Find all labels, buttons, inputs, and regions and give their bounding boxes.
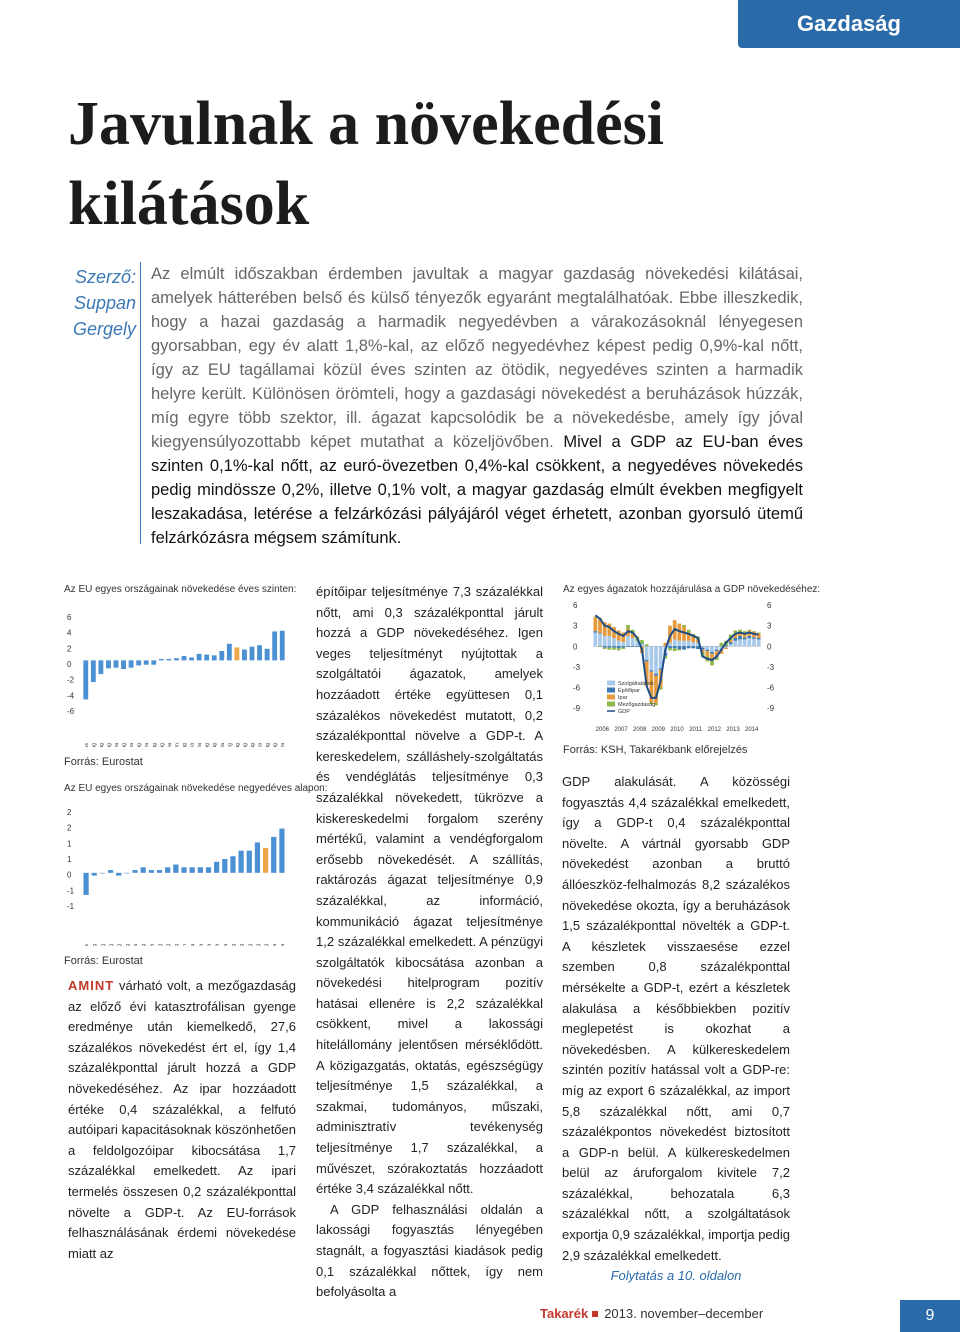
author-first: Suppan xyxy=(73,293,136,313)
stacked-bar-segment xyxy=(603,646,607,647)
stacked-bar-segment xyxy=(649,670,653,671)
stacked-bar-segment xyxy=(747,638,751,646)
stacked-bar-segment xyxy=(598,633,602,634)
bar xyxy=(100,873,105,874)
x-tick-label xyxy=(117,944,123,946)
x-tick-label xyxy=(166,944,172,946)
stacked-bar-segment xyxy=(621,646,625,647)
x-tick-label xyxy=(220,743,226,747)
bar xyxy=(272,631,277,660)
y-tick-label: -1 xyxy=(67,886,75,896)
stacked-bar-segment xyxy=(673,646,677,648)
bar xyxy=(98,660,103,674)
stacked-bar-segment xyxy=(645,644,649,646)
bar xyxy=(234,647,239,660)
x-tick-label xyxy=(174,743,180,747)
x-tick-label xyxy=(149,944,155,946)
stacked-bar-segment xyxy=(710,652,714,654)
stacked-bar-segment xyxy=(682,641,686,647)
footer xyxy=(540,1306,763,1321)
stacked-bar-segment xyxy=(673,639,677,646)
stacked-bar-segment xyxy=(603,636,607,646)
stacked-bar-segment xyxy=(631,646,635,647)
stacked-bar-segment xyxy=(705,650,709,651)
x-tick-label xyxy=(99,743,105,747)
y-tick-label: 0 xyxy=(67,870,72,880)
y-tick-label-right: -3 xyxy=(767,662,775,672)
stacked-bar-segment xyxy=(677,641,681,647)
stacked-bar-segment xyxy=(733,641,737,647)
bar xyxy=(116,873,121,876)
stacked-bar-segment xyxy=(705,651,709,657)
bar xyxy=(242,650,247,661)
stacked-bar-segment xyxy=(752,639,756,647)
x-tick-label xyxy=(250,743,256,747)
stacked-bar-segment xyxy=(640,640,644,643)
stacked-bar-segment xyxy=(729,644,733,646)
stacked-bar-segment xyxy=(645,646,649,660)
drop-word: AMINT xyxy=(68,978,115,993)
bar xyxy=(157,870,162,873)
column-3 xyxy=(562,772,790,1287)
stacked-bar-segment xyxy=(715,646,719,649)
chart-source: Forrás: KSH, Takarékbank előrejelzés xyxy=(563,744,748,756)
x-tick-label: 2007 xyxy=(614,727,628,733)
stacked-bar-segment xyxy=(677,649,681,650)
x-tick-label xyxy=(122,743,128,747)
stacked-bar-segment xyxy=(612,646,616,647)
x-tick-label xyxy=(198,944,204,946)
y-tick-label: 1 xyxy=(67,855,72,864)
x-tick-label xyxy=(264,743,271,747)
bar xyxy=(206,867,211,873)
stacked-bar-segment xyxy=(649,646,653,670)
author-label: Szerző: xyxy=(74,267,136,287)
stacked-bar-segment xyxy=(668,648,672,650)
bar xyxy=(83,660,88,699)
y-tick-label-left: 0 xyxy=(573,642,578,652)
legend-label: Építőipar xyxy=(618,688,641,694)
stacked-bar-segment xyxy=(598,646,602,647)
stacked-bar-segment xyxy=(607,646,611,647)
x-tick-label xyxy=(212,743,218,747)
stacked-bar-segment xyxy=(603,648,607,649)
x-tick-label xyxy=(215,944,221,946)
x-tick-label xyxy=(133,944,139,946)
lead-part-2: Különösen örömteli, hogy a gazdasági növekedést a beruházások húzzák, míg egyre több szektor, ill. ágazat kapcsolódik be a növekedésbe, amely így jóval kiegyensúlyozottabb képet mutathat a közeljövőben. xyxy=(151,385,803,451)
bar xyxy=(263,848,268,873)
chart-title: Az EU egyes országainak növekedése éves szinten: xyxy=(64,584,297,595)
y-tick-label-right: -6 xyxy=(767,683,775,693)
bar xyxy=(280,631,285,661)
stacked-bar-segment xyxy=(691,646,695,648)
chart-annual-growth xyxy=(64,584,297,768)
bar xyxy=(129,660,134,667)
y-tick-label-right: 3 xyxy=(767,621,772,631)
lead-part-1: Az elmúlt időszakban érdemben javultak a magyar gazdaság növekedési kilátásai, amelyek hátterében belső és külső tényezők egyaránt megtalálhatóak. Ebbe illeszkedik, hogy a hazai gazdaság a harmadik negyedévben a várakozásoknál lényegesen gyorsabban, egy év alatt 1,8%-kal, az előző negyedévhez képest pedig 0,9%-kal nőtt, így az EU tagállamai közül éves szinten az ötödik, negyedéves szinten a harmadik helyre került. xyxy=(151,265,803,403)
x-tick-label xyxy=(204,743,211,747)
stacked-bar-segment xyxy=(687,630,691,633)
y-tick-label: -2 xyxy=(67,675,75,685)
stacked-bar-segment xyxy=(743,639,747,646)
y-tick-label: -6 xyxy=(67,707,75,716)
continued-link[interactable]: Folytatás a 10. oldalon xyxy=(610,1268,742,1284)
x-tick-label xyxy=(84,944,90,946)
x-tick-label xyxy=(272,944,278,946)
x-tick-label xyxy=(84,743,90,747)
column-2-paragraph-2: A GDP felhasználási oldalán a lakossági fogyasztás lényegében stagnált, a fogyasztási kiadások pedig 0,1 százalékkal nőttek, így nem befolyásolta a xyxy=(316,1201,543,1300)
page-number: 9 xyxy=(900,1300,960,1332)
stacked-bar-segment xyxy=(710,646,714,652)
bar xyxy=(271,837,276,873)
article-title xyxy=(68,84,888,244)
x-tick-label: 2014 xyxy=(744,727,759,733)
x-tick-label xyxy=(258,743,264,747)
stacked-bar-segment xyxy=(645,660,649,661)
x-tick-label xyxy=(190,743,196,747)
stacked-bar-segment xyxy=(659,646,663,668)
x-tick-label xyxy=(159,743,165,747)
bar xyxy=(91,660,96,682)
bar xyxy=(198,867,203,873)
stacked-bar-segment xyxy=(729,642,733,644)
stacked-bar-segment xyxy=(687,641,691,647)
x-tick-label xyxy=(99,944,106,946)
x-tick-label xyxy=(91,743,97,747)
bar xyxy=(173,865,178,873)
bar xyxy=(230,856,235,873)
stacked-bar-segment xyxy=(654,646,658,674)
bar xyxy=(182,656,187,660)
stacked-bar-segment xyxy=(673,648,677,651)
chart-title: Az egyes ágazatok hozzájárulása a GDP növekedéséhez: xyxy=(563,584,821,595)
bar xyxy=(227,644,232,661)
y-tick-label: 1 xyxy=(67,839,72,849)
column-1-paragraph xyxy=(68,976,296,1264)
bar xyxy=(108,870,113,873)
x-tick-label xyxy=(255,944,261,946)
bar xyxy=(197,654,202,661)
y-tick-label: 4 xyxy=(67,628,72,638)
x-tick-label xyxy=(264,944,270,946)
bar xyxy=(166,659,171,660)
bar xyxy=(144,660,149,664)
column-1 xyxy=(68,976,296,1264)
lead-part-3: Mivel a GDP az EU-ban éves szinten 0,1%-kal nőtt, az euró-övezetben 0,4%-kal csökkent, a negyedéves növekedés pedig mindössze 0,2%, illetve 0,1% volt, a magyar gazdaság elmúlt években megfigyelt leszakadása, letérése a felzárkózási pályájáról véget érhetett, azonban gyorsuló ütemű felzárkózásra mégsem számítunk. xyxy=(151,433,803,547)
y-tick-label-right: -9 xyxy=(767,704,775,714)
stacked-bar-segment xyxy=(617,646,621,648)
stacked-bar-segment xyxy=(668,646,672,648)
chart-quarterly-growth xyxy=(64,783,328,967)
y-tick-label: 2 xyxy=(67,823,72,833)
bar xyxy=(212,655,217,660)
x-tick-label xyxy=(197,743,203,747)
x-tick-label xyxy=(247,944,253,946)
stacked-bar-segment xyxy=(617,648,621,650)
y-tick-label-left: -3 xyxy=(573,662,581,672)
bar xyxy=(190,867,195,873)
stacked-bar-segment xyxy=(607,636,611,646)
bar xyxy=(214,862,219,873)
x-tick-label xyxy=(167,743,173,747)
bar xyxy=(257,645,262,660)
x-tick-label xyxy=(137,743,143,747)
column-2 xyxy=(316,582,543,1303)
x-tick-label xyxy=(190,944,196,946)
bar xyxy=(239,851,244,873)
bar xyxy=(141,867,146,873)
y-tick-label: -1 xyxy=(67,902,75,911)
x-tick-label: 2013 xyxy=(726,727,740,733)
bar xyxy=(279,829,284,873)
x-tick-label: 2012 xyxy=(707,727,722,733)
author-block xyxy=(62,264,136,342)
chart-quarterly-svg xyxy=(64,794,294,946)
title-line-1: Javulnak a növekedési xyxy=(68,90,665,158)
stacked-bar-segment xyxy=(705,646,709,649)
stacked-bar-segment xyxy=(607,624,611,636)
bar xyxy=(204,655,209,661)
stacked-bar-segment xyxy=(724,648,728,649)
x-tick-label xyxy=(242,743,248,747)
stacked-bar-segment xyxy=(743,637,747,639)
x-tick-label: 2008 xyxy=(632,727,647,733)
stacked-bar-segment xyxy=(607,648,611,650)
footer-brand: Takarék xyxy=(540,1306,589,1321)
legend-label: Mezőgazdaság xyxy=(618,702,656,708)
stacked-bar-segment xyxy=(733,638,737,641)
y-tick-label-right: 6 xyxy=(767,601,772,610)
x-tick-label xyxy=(273,743,279,747)
x-tick-label xyxy=(206,944,212,946)
stacked-bar-segment xyxy=(626,646,630,647)
stacked-bar-segment xyxy=(682,646,686,649)
y-tick-label-left: -6 xyxy=(573,683,581,693)
y-tick-label-left: 6 xyxy=(573,601,578,610)
stacked-bar-segment xyxy=(738,639,742,646)
author-divider xyxy=(140,262,141,544)
bar xyxy=(121,660,126,669)
bar xyxy=(114,660,119,667)
stacked-bar-segment xyxy=(612,638,616,646)
bar xyxy=(151,660,156,664)
chart-sector-contrib xyxy=(563,584,821,756)
stacked-bar-segment xyxy=(621,648,625,649)
y-tick-label: 0 xyxy=(67,660,72,669)
section-tab: Gazdaság xyxy=(738,0,960,48)
stacked-bar-segment xyxy=(757,638,761,639)
y-tick-label: 6 xyxy=(67,613,72,622)
bar xyxy=(106,660,111,668)
stacked-bar-segment xyxy=(654,674,658,676)
stacked-bar-segment xyxy=(752,637,756,638)
stacked-bar-segment xyxy=(719,643,723,646)
stacked-bar-segment xyxy=(617,641,621,647)
x-tick-label: 2006 xyxy=(595,727,610,733)
stacked-bar-segment xyxy=(747,630,751,631)
x-tick-label xyxy=(239,944,245,946)
stacked-bar-segment xyxy=(757,633,761,634)
stacked-bar-segment xyxy=(626,625,630,629)
bar xyxy=(149,870,154,873)
x-tick-label xyxy=(106,743,112,747)
bar xyxy=(181,867,186,873)
legend-swatch xyxy=(607,681,615,686)
x-tick-label xyxy=(158,944,164,946)
legend-swatch xyxy=(607,695,615,700)
stacked-bar-segment xyxy=(593,631,597,632)
bar xyxy=(222,859,227,873)
x-tick-label xyxy=(109,944,115,946)
x-tick-label xyxy=(223,944,229,946)
bar xyxy=(219,651,224,660)
column-1-text: várható volt, a mezőgazdaság az előző évi katasztrofálisan gyenge eredménye után kiemelkedő, 27,6 százalékos növekedést ért el, így 1,4 százalékponttal járult hozzá a GDP növekedéséhez. Az ipar hozzáadott értéke 0,4 százalékkal, a felfutó autóipari kapacitásoknak köszönhetően a feldolgozóipar kibocsátása 1,7 százalékkal emelkedett. Az ipari termelés összesen 0,2 százalékponttal növelte a GDP-t. Az EU-források felhasználásának érdemi növekedése miatt az xyxy=(68,978,296,1261)
x-tick-label: 2011 xyxy=(689,727,703,733)
legend-label: GDP xyxy=(618,709,630,715)
stacked-bar-segment xyxy=(612,648,616,650)
y-tick-label-left: 3 xyxy=(573,621,578,631)
x-tick-label: 2009 xyxy=(651,727,666,733)
x-tick-label xyxy=(280,944,286,946)
stacked-bar-segment xyxy=(715,650,719,651)
bar xyxy=(250,647,255,661)
bar xyxy=(92,873,97,876)
y-tick-label: 2 xyxy=(67,808,72,817)
stacked-bar-segment xyxy=(687,646,691,648)
stacked-bar-segment xyxy=(677,646,681,649)
stacked-bar-segment xyxy=(621,642,625,646)
x-tick-label: 2010 xyxy=(670,727,684,733)
y-tick-label-left: -9 xyxy=(573,704,581,714)
stacked-bar-segment xyxy=(593,633,597,647)
x-tick-label xyxy=(182,743,188,747)
x-tick-label xyxy=(152,743,158,747)
bar xyxy=(189,657,194,660)
stacked-bar-segment xyxy=(635,646,639,647)
x-tick-label xyxy=(114,743,120,747)
chart-source: Forrás: Eurostat xyxy=(64,955,143,967)
bar xyxy=(247,851,252,873)
bar xyxy=(159,659,164,660)
lead-paragraph xyxy=(151,262,803,550)
bar xyxy=(132,870,137,873)
bar xyxy=(174,658,179,660)
legend-label: Szolgáltatások xyxy=(618,681,654,687)
chart-source: Forrás: Eurostat xyxy=(64,756,143,768)
bar xyxy=(165,867,170,873)
stacked-bar-segment xyxy=(691,642,695,646)
x-tick-label xyxy=(92,944,98,946)
y-tick-label: -4 xyxy=(67,691,75,701)
stacked-bar-segment xyxy=(593,617,597,631)
x-tick-label xyxy=(129,743,135,747)
chart-title: Az EU egyes országainak növekedése negyedéves alapon: xyxy=(64,783,328,794)
stacked-bar-segment xyxy=(743,631,747,632)
x-tick-label xyxy=(235,743,241,747)
legend-swatch xyxy=(607,688,615,693)
footer-square-icon xyxy=(592,1311,598,1317)
stacked-bar-segment xyxy=(682,625,686,627)
bar xyxy=(255,842,260,872)
x-tick-label xyxy=(227,743,233,747)
chart-sector-svg xyxy=(563,595,795,735)
title-line-2: kilátások xyxy=(68,170,310,238)
x-tick-label xyxy=(144,743,150,747)
y-tick-label: 2 xyxy=(67,644,72,654)
stacked-bar-segment xyxy=(631,638,635,646)
stacked-bar-segment xyxy=(757,639,761,646)
bar xyxy=(124,873,129,874)
column-2-paragraph-1: építőipar teljesítménye 7,3 százalékkal nőtt, ami 0,3 százalékponttal járult hozzá a GDP növekedéséhez. Igen veges teljesítményt nyújtottak a szolgáltatói ágazatok, amelyek hozzáadott értéke együttesen 0,1 százalékos növekedést mutatott, 0,2 százalékponttal növelve a GDP-t. A kereskedelem, szálláshely-szolgáltatás és vendéglátás teljesítménye 0,3 százalékkal növekedett, tükrözve a kiskereskedelmi forgalom szerény mértékű, valamint a vendégforgalom erősebb növekedését. A szállítás, raktározás ágazat teljesítménye 0,9 százalékkal, az információ, kommunikáció ágazat teljesítménye 1,2 százalékkal emelkedett. A pénzügyi szolgáltatók kibocsátása azonban a növekedési hitelprogram pozitív hatásai ellenére is 2,2 százalékkal csökkent, mivel a lakossági hitelállomány jelentősen mérséklődött. A közigazgatás, oktatás, egészségügy teljesítménye 1,5 százalékkal, a szakmai, tudományos, műszaki, adminisztratív tevékenység teljesítménye 1,7 százalékkal, a művészet, szórakoztatás hozzáadott értéke 3,4 százalékkal nőtt. xyxy=(316,584,543,1197)
stacked-bar-segment xyxy=(668,643,672,646)
author-last: Gergely xyxy=(72,319,136,339)
y-tick-label-right: 0 xyxy=(767,642,772,652)
bar xyxy=(136,660,141,665)
stacked-bar-segment xyxy=(752,631,756,632)
chart-annual-svg xyxy=(64,595,294,747)
stacked-bar-segment xyxy=(738,636,742,639)
x-tick-label xyxy=(174,944,180,946)
stacked-bar-segment xyxy=(747,636,751,638)
x-tick-label xyxy=(141,944,147,946)
bar xyxy=(83,873,88,895)
stacked-bar-segment xyxy=(598,634,602,646)
footer-issue: 2013. november–december xyxy=(604,1306,764,1321)
x-tick-label xyxy=(125,944,131,946)
x-tick-label xyxy=(231,944,237,946)
column-3-paragraph: GDP alakulását. A közösségi fogyasztás 4,4 százalékkal emelkedett, így a GDP-t 0,4 százalékponttal növelte. A vártnál gyorsabb GDP növekedést azonban a bruttó állóeszköz-felhalmozás 8,2 százalékos növekedése okozta, így a beruházások 1,5 százalékponttal növelték a GDP-t. A készletek visszaesése ezzel szemben 0,8 százalékponttal mérsékelte a GDP-t, ezért a készletek alakulása a későbbiekben pozitív meglepetést is okozhat a növekedésben. A külkereskedelem szintén pozitív hatással volt a GDP-re: míg az export 6 százalékkal, az import 5,8 százalékkal nőtt, ami 0,7 százalékpontos növekedést biztosított a GDP-n belül. A külkereskedelmen belül az áruforgalom kivitele 7,2 százalékkal, behozatala 6,3 százalékkal nőtt, a szolgáltatások exportja 0,9 százalékkal, importja pedig 2,9 százalékkal emelkedett. xyxy=(562,774,790,1263)
legend-label: Ipar xyxy=(618,695,628,701)
legend-swatch xyxy=(607,702,615,707)
x-tick-label xyxy=(280,743,286,747)
stacked-bar-segment xyxy=(626,636,630,646)
x-tick-label xyxy=(182,944,188,946)
bar xyxy=(265,649,270,661)
